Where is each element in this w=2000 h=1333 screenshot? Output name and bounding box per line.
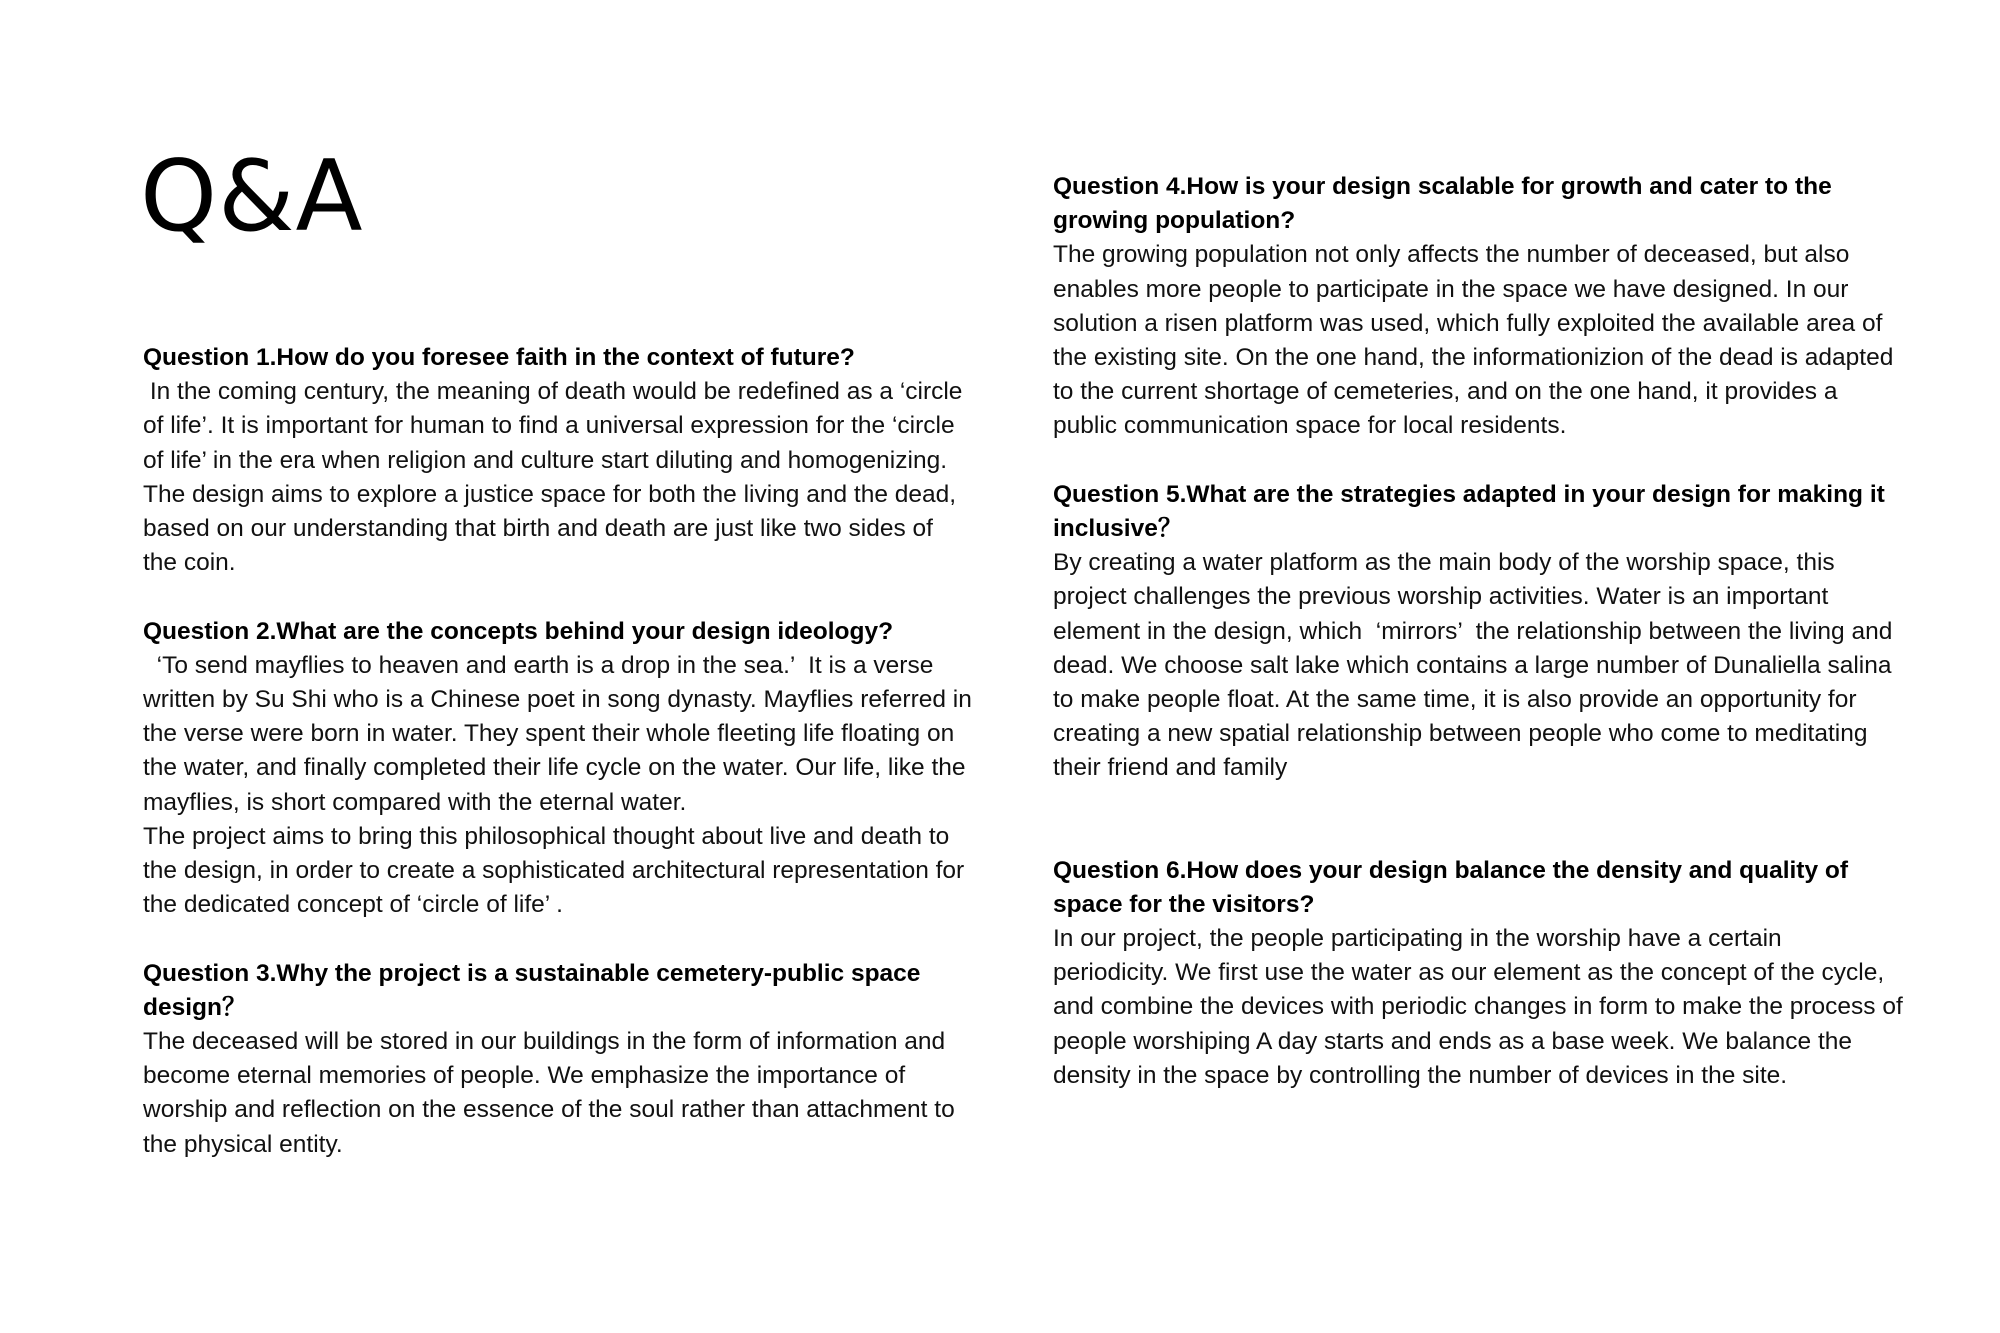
qa-item-6 <box>1053 854 1910 1093</box>
question-5: Question 5.What are the strategies adapted in your design for making it inclusive？ <box>1053 480 1885 543</box>
qa-item-1 <box>143 341 973 580</box>
qa-item-2 <box>143 615 973 923</box>
spacer <box>143 580 973 614</box>
answer-6: In our project, the people participating in the worship have a certain periodicity. We first use the water as our element as the concept of the cycle, and combine the devices with periodic changes in form to make the process of people worshiping A day starts and ends as a base week. We balance the density in the space by controlling the number of devices in the site. <box>1053 925 1910 1089</box>
qa-item-4 <box>1053 170 1903 444</box>
question-1: Question 1.How do you foresee faith in the context of future? <box>143 344 855 371</box>
question-2: Question 2.What are the concepts behind your design ideology? <box>143 617 894 645</box>
spacer <box>1053 444 1903 478</box>
spacer <box>1053 786 1903 854</box>
qa-item-3 <box>143 957 973 1162</box>
answer-5: By creating a water platform as the main body of the worship space, this project challenges the previous worship activities. Water is an important element in the design, which ‘mirrors’ the relationship between the living and dead. We choose salt lake which contains a large number of Dunaliella salina to make people float. At the same time, it is also provide an opportunity for creating a new spatial relationship between people who come to meditating their friend and family <box>1053 549 1900 782</box>
answer-4: The growing population not only affects the number of deceased, but also enables more people to participate in the space we have designed. In our solution a risen platform was used, which fully exploited the available area of the existing site. On the one hand, the informationizion of the dead is adapted to the current shortage of cemeteries, and on the one hand, it provides a public communication space for local residents. <box>1053 241 1901 440</box>
spacer <box>143 922 973 956</box>
question-6: Question 6.How does your design balance the density and quality of space for the visitors? <box>1053 856 1849 918</box>
qa-item-5 <box>1053 478 1903 786</box>
question-4: Question 4.How is your design scalable for growth and cater to the growing population? <box>1053 173 1832 235</box>
right-column <box>1053 170 1910 1093</box>
page-title: Q&A <box>140 140 364 254</box>
answer-1: In the coming century, the meaning of death would be redefined as a ‘circle of life’. It is important for human to find a universal expression for the ‘circle of life’ in the era when religion and culture start diluting and homogenizing. The design aims to explore a justice space for both the living and the dead, based on our understanding that birth and death are just like two sides of the coin. <box>143 378 970 577</box>
left-column <box>143 341 973 1162</box>
question-3: Question 3.Why the project is a sustainable cemetery-public space design？ <box>143 959 921 1021</box>
answer-3: The deceased will be stored in our buildings in the form of information and become eternal memories of people. We emphasize the importance of worship and reflection on the essence of the soul rather than attachment to the physical entity. <box>143 1028 962 1158</box>
answer-2: ‘To send mayflies to heaven and earth is a drop in the sea.’ It is a verse written by Su Shi who is a Chinese poet in song dynasty. Mayflies referred in the verse were born in water. They spent their whole fleeting life floating on the water, and finally completed their life cycle on the water. Our life, like the mayflies, is short compared with the eternal water. The project aims to bring this philosophical thought about live and death to the design, in order to create a sophisticated architectural representation for the dedicated concept of ‘circle of life’ . <box>143 651 972 919</box>
